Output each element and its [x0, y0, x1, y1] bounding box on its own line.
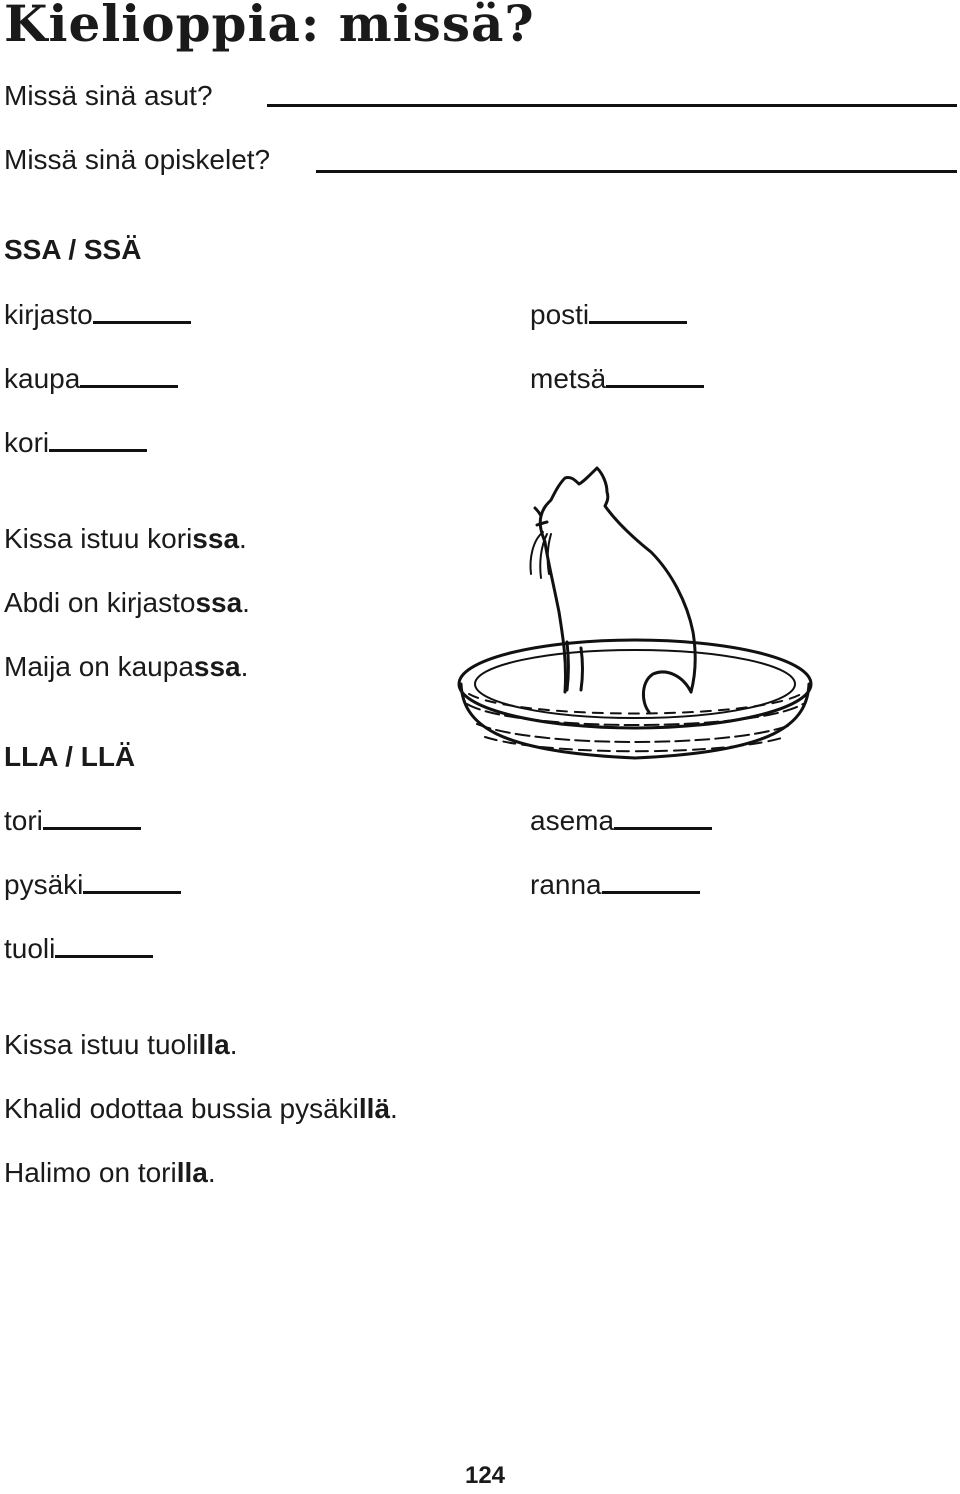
- fill-blank[interactable]: [55, 933, 153, 958]
- fill-blank[interactable]: [589, 299, 687, 324]
- ssa-example-3: Maija on kaupassa.: [4, 651, 249, 682]
- question-where-study: Missä sinä opiskelet?: [4, 144, 271, 175]
- fill-blank[interactable]: [83, 869, 181, 894]
- ssa-word-metsa: metsä: [530, 363, 704, 395]
- ssa-word-kirjasto: kirjasto: [4, 299, 191, 331]
- ssa-example-1: Kissa istuu korissa.: [4, 523, 247, 554]
- ssa-word-kaupa: kaupa: [4, 363, 178, 395]
- lla-word-asema: asema: [530, 805, 712, 837]
- lla-word-tuoli: tuoli: [4, 933, 153, 965]
- fill-blank[interactable]: [602, 869, 700, 894]
- fill-blank[interactable]: [80, 363, 178, 388]
- question-where-live: Missä sinä asut?: [4, 80, 213, 111]
- lla-example-3: Halimo on torilla.: [4, 1157, 216, 1188]
- answer-line-live[interactable]: [267, 104, 957, 107]
- fill-blank[interactable]: [606, 363, 704, 388]
- lla-example-2: Khalid odottaa bussia pysäkillä.: [4, 1093, 398, 1124]
- fill-blank[interactable]: [43, 805, 141, 830]
- fill-blank[interactable]: [49, 427, 147, 452]
- lla-word-ranna: ranna: [530, 869, 700, 901]
- ssa-heading: SSA / SSÄ: [4, 234, 142, 265]
- page-title: Kielioppia: missä?: [4, 0, 535, 53]
- lla-word-tori: tori: [4, 805, 141, 837]
- ssa-example-2: Abdi on kirjastossa.: [4, 587, 250, 618]
- answer-line-study[interactable]: [316, 170, 957, 173]
- ssa-word-posti: posti: [530, 299, 687, 331]
- fill-blank[interactable]: [614, 805, 712, 830]
- page-number: 124: [464, 1462, 506, 1489]
- fill-blank[interactable]: [93, 299, 191, 324]
- lla-word-pysaki: pysäki: [4, 869, 181, 901]
- lla-heading: LLA / LLÄ: [4, 741, 136, 772]
- lla-example-1: Kissa istuu tuolilla.: [4, 1029, 238, 1060]
- ssa-word-kori: kori: [4, 427, 147, 459]
- cat-in-basket-icon: [455, 462, 815, 762]
